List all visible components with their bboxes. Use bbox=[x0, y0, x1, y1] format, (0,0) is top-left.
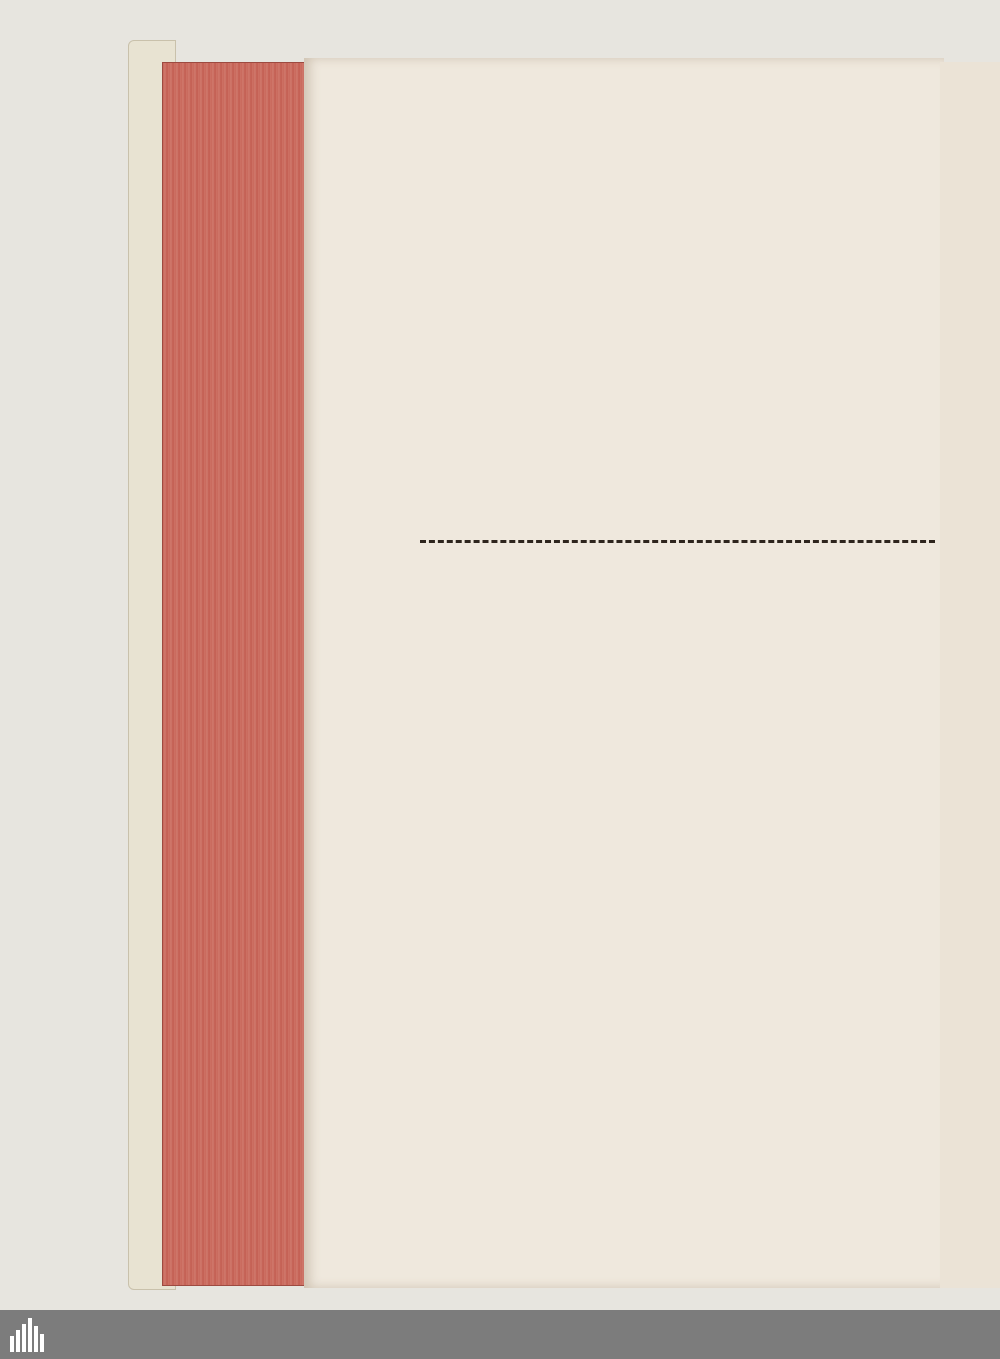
facing-page-edge bbox=[940, 62, 1000, 1288]
book-page bbox=[304, 58, 944, 1288]
red-page-edges bbox=[162, 62, 312, 1286]
running-header bbox=[420, 115, 940, 149]
library-footer bbox=[0, 1310, 1000, 1359]
library-logo-icon bbox=[8, 1316, 48, 1354]
section-rule bbox=[420, 540, 935, 543]
